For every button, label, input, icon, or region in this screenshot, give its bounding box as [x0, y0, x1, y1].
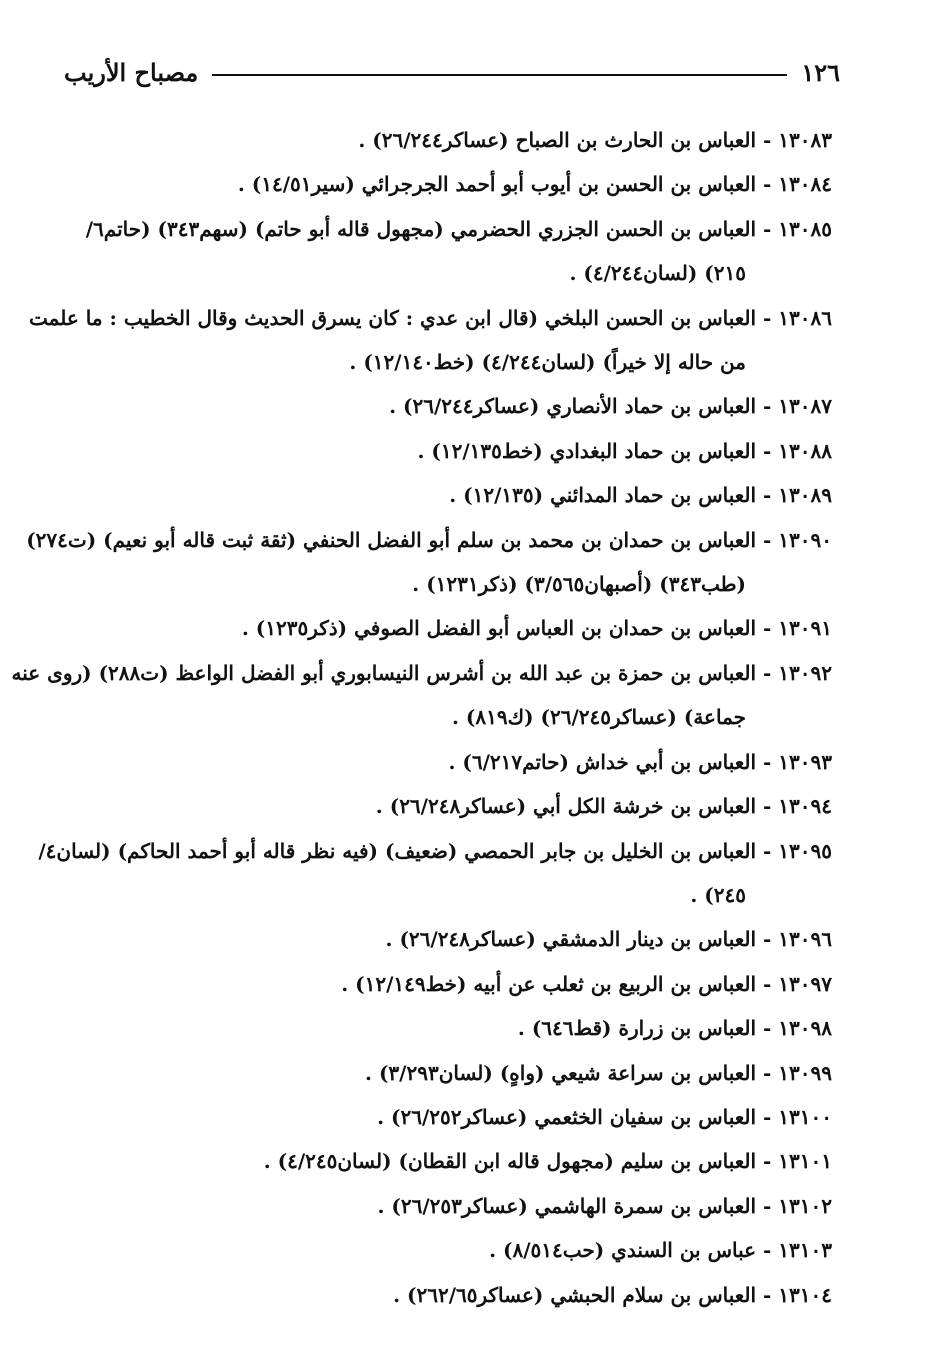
entry-line: ١٣١٠٢ - العباس بن سمرة الهاشمي (عساكر٢٦/٢٥٣) . [377, 1193, 832, 1218]
entry-line-continuation: ٢٤٥) . [690, 882, 746, 907]
entry-13089 [62, 473, 832, 517]
entries-list [11, 118, 832, 1317]
entry-line: ١٣٠٩٨ - العباس بن زرارة (قط٦٤٦) . [517, 1016, 832, 1041]
entry-13083 [62, 118, 832, 162]
entry-13098 [62, 1006, 832, 1050]
entry-line: ١٣٠٨٧ - العباس بن حماد الأنصاري (عساكر٢٦/٢٤٤) . [389, 394, 832, 419]
entry-13096 [62, 917, 832, 961]
entry-line: ١٣٠٩١ - العباس بن حمدان بن العباس أبو الفضل الصوفي (ذكر١٢٣٥) . [241, 616, 832, 641]
entry-13092 [11, 651, 832, 740]
entry-13101 [62, 1139, 832, 1183]
entry-13095 [38, 829, 832, 918]
entry-13090 [26, 518, 832, 607]
entry-line: ١٣٠٩٤ - العباس بن خرشة الكل أبي (عساكر٢٦/٢٤٨) . [375, 794, 832, 819]
entry-line: ١٣١٠١ - العباس بن سليم (مجهول قاله ابن القطان) (لسان٤/٢٤٥) . [263, 1149, 832, 1174]
entry-line: ١٣٠٨٥ - العباس بن الحسن الجزري الحضرمي (مجهول قاله أبو حاتم) (سهم٣٤٣) (حاتم٦/ [85, 216, 832, 241]
entry-13087 [62, 384, 832, 428]
entry-line: ١٣٠٨٤ - العباس بن الحسن بن أيوب أبو أحمد الجرجرائي (سير١٤/٥١) . [237, 172, 832, 197]
entry-line: ١٣٠٩٧ - العباس بن الربيع بن ثعلب عن أبيه (خط١٢/١٤٩) . [341, 971, 832, 996]
page-header [64, 52, 840, 92]
entry-line: ١٣٠٩٥ - العباس بن الخليل بن جابر الحمصي (ضعيف) (فيه نظر قاله أبو أحمد الحاكم) (لسان٤/ [38, 838, 832, 863]
entry-line: ١٣١٠٣ - عباس بن السندي (حب٨/٥١٤) . [489, 1238, 832, 1263]
entry-line-continuation: ٢١٥) (لسان٤/٢٤٤) . [569, 261, 746, 286]
entry-13085 [62, 207, 832, 296]
entry-line-continuation: من حاله إلا خيراً) (لسان٤/٢٤٤) (خط١٢/١٤٠) . [349, 350, 746, 375]
entry-line: ١٣٠٨٣ - العباس بن الحارث بن الصباح (عساكر٢٦/٢٤٤) . [358, 128, 832, 152]
entry-13099 [62, 1051, 832, 1095]
page-number: ١٢٦ [801, 57, 840, 87]
entry-13097 [62, 962, 832, 1006]
entry-line: ١٣٠٨٨ - العباس بن حماد البغدادي (خط١٢/١٣٥) . [417, 438, 832, 463]
entry-line-continuation: (طب٣٤٣) (أصبهان٣/٥٦٥) (ذكر١٢٣١) . [412, 572, 746, 597]
entry-line: ١٣٠٩٢ - العباس بن حمزة بن عبد الله بن أشرس النيسابوري أبو الفضل الواعظ (ت٢٨٨) (روى عنه [11, 660, 832, 685]
entry-13088 [62, 429, 832, 473]
entry-13094 [62, 784, 832, 828]
running-title: مصباح الأريب [64, 57, 199, 87]
entry-13093 [62, 740, 832, 784]
entry-line: ١٣٠٩٩ - العباس بن سراعة شيعي (واهٍ) (لسان٣/٢٩٣) . [365, 1060, 832, 1085]
header-rule [212, 74, 787, 76]
entry-line-continuation: جماعة) (عساكر٢٦/٢٤٥) (ك٨١٩) . [451, 705, 746, 730]
entry-13103 [62, 1228, 832, 1272]
entry-line: ١٣٠٩٦ - العباس بن دينار الدمشقي (عساكر٢٦/٢٤٨) . [385, 927, 832, 952]
entry-line: ١٣٠٩٣ - العباس بن أبي خداش (حاتم٦/٢١٧) . [448, 749, 832, 774]
entry-line: ١٣١٠٠ - العباس بن سفيان الخثعمي (عساكر٢٦/٢٥٢) . [377, 1104, 832, 1129]
entry-13086 [29, 296, 832, 385]
entry-line: ١٣١٠٤ - العباس بن سلام الحبشي (عساكر٢٦٢/٦٥) . [393, 1282, 832, 1307]
entry-13104 [62, 1273, 832, 1317]
entry-13100 [62, 1095, 832, 1139]
entry-13091 [62, 606, 832, 650]
entry-line: ١٣٠٩٠ - العباس بن حمدان بن محمد بن سلم أبو الفضل الحنفي (ثقة ثبت قاله أبو نعيم) (ت٢٧٤) [26, 527, 832, 552]
entry-13084 [62, 162, 832, 206]
entry-line: ١٣٠٨٩ - العباس بن حماد المدائني (١٢/١٣٥) . [449, 483, 832, 508]
entry-13102 [62, 1184, 832, 1228]
entry-line: ١٣٠٨٦ - العباس بن الحسن البلخي (قال ابن عدي : كان يسرق الحديث وقال الخطيب : ما علمت [29, 305, 832, 330]
